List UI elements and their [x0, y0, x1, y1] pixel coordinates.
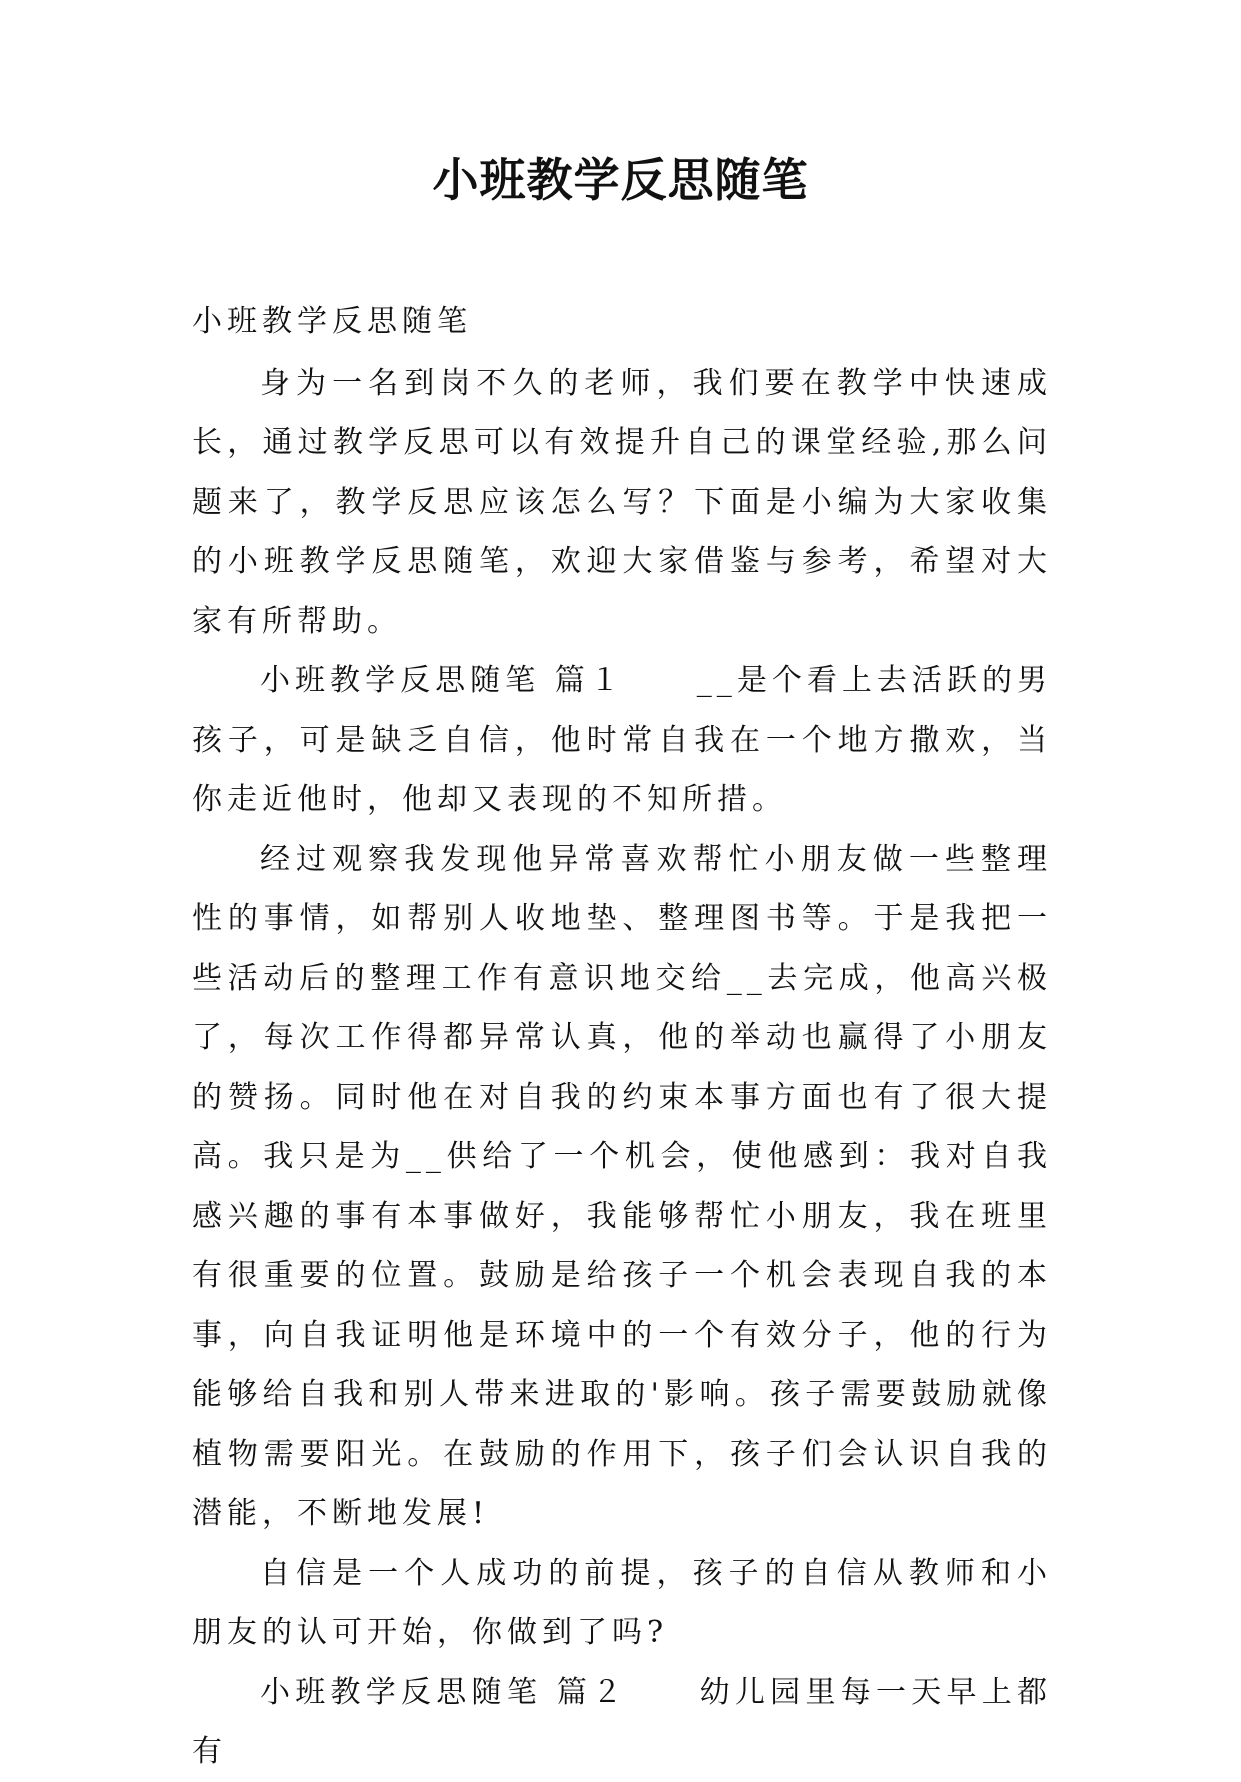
- article-2-heading: 小班教学反思随笔 篇２: [260, 1674, 628, 1710]
- article-1-paragraph: [192, 651, 1052, 830]
- body-paragraph-2: 经过观察我发现他异常喜欢帮忙小朋友做一些整理性的事情，如帮别人收地垫、整理图书等。于是我把一些活动后的整理工作有意识地交给__去完成，他高兴极了，每次工作得都异常认真，他的举动也赢得了小朋友的赞扬。同时他在对自我的约束本事方面也有了很大提高。我只是为__供给了一个机会，使他感到：我对自我感兴趣的事有本事做好，我能够帮忙小朋友，我在班里有很重要的位置。鼓励是给孩子一个机会表现自我的本事，向自我证明他是环境中的一个有效分子，他的行为能够给自我和别人带来进取的'影响。孩子需要鼓励就像植物需要阳光。在鼓励的作用下，孩子们会认识自我的潜能，不断地发展!: [192, 841, 1052, 1531]
- intro-paragraph: 身为一名到岗不久的老师，我们要在教学中快速成长，通过教学反思可以有效提升自己的课堂经验,那么问题来了，教学反思应该怎么写？下面是小编为大家收集的小班教学反思随笔，欢迎大家借鉴与参考，希望对大家有所帮助。: [192, 365, 1052, 639]
- body-paragraph-3: 自信是一个人成功的前提，孩子的自信从教师和小朋友的认可开始，你做到了吗?: [192, 1555, 1052, 1650]
- document-title: 小班教学反思随笔: [432, 153, 809, 207]
- article-1-opening: __是个看上去活跃的男孩子，可是缺乏自信，他时常自我在一个地方撒欢，当你走近他时，他却又表现的不知所措。: [192, 663, 1053, 817]
- document-body: [192, 292, 1052, 1782]
- document-subtitle: 小班教学反思随笔: [192, 304, 472, 339]
- article-2-paragraph: [192, 1663, 1052, 1782]
- article-1-heading: 小班教学反思随笔 篇１: [260, 663, 625, 698]
- article-2-opening: 幼儿园里每一天早上都有: [192, 1674, 1053, 1769]
